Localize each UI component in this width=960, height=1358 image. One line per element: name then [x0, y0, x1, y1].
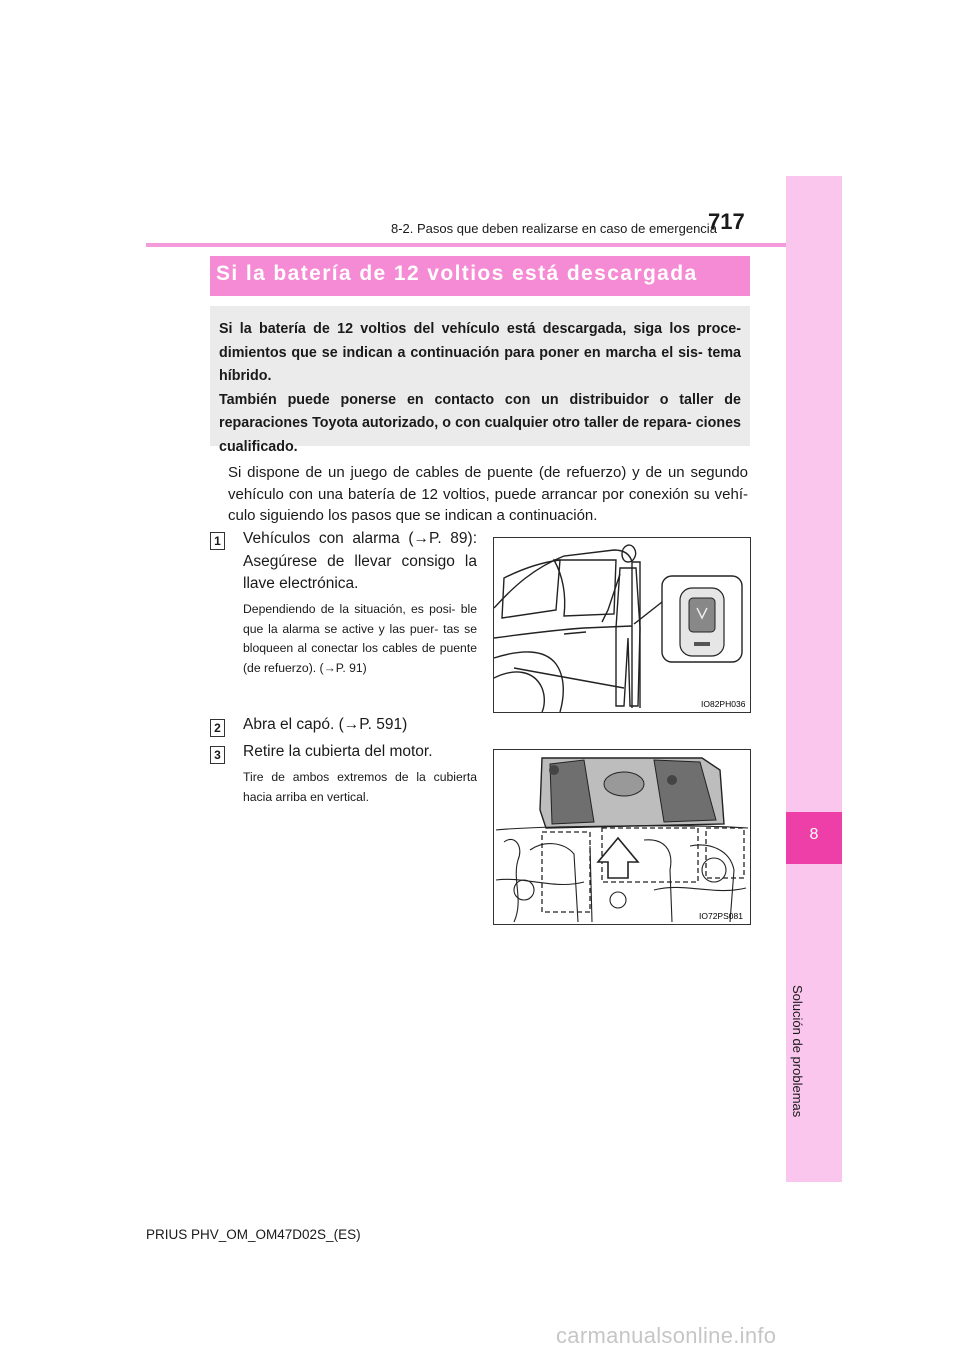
figure-code: IO72PS081	[699, 911, 743, 921]
body-paragraph: Si dispone de un juego de cables de puente (de refuerzo) y de un segundo vehículo con una batería de 12 voltios, puede arrancar por conexión su vehí- culo siguiendo los pasos que se indican a continuación.	[228, 464, 748, 524]
car-door-illustration	[494, 538, 750, 712]
step-number-2: 2	[210, 719, 225, 737]
chapter-number: 8	[809, 826, 819, 843]
engine-cover-figure	[493, 749, 751, 925]
step-number-1: 1	[210, 532, 225, 550]
header-rule	[146, 243, 786, 247]
figure-code: IO82PH036	[701, 699, 746, 709]
page-number: 717	[708, 209, 745, 234]
step-number-3: 3	[210, 746, 225, 764]
section-title: 8-2. Pasos que deben realizarse en caso de emergencia	[391, 221, 717, 236]
step-1-note: Dependiendo de la situación, es posi- ble que la alarma se active y las puer- tas se bloqueen al conectar los cables de puente (de refuerzo). (→P. 91)	[243, 602, 477, 675]
engine-compartment-illustration	[494, 750, 750, 924]
intro-paragraph: También puede ponerse en contacto con un distribuidor o taller de reparaciones Toyota autorizado, o con cualquier otro taller de repara- ciones cualificado.	[219, 391, 741, 455]
intro-box	[210, 306, 750, 455]
document-footer: PRIUS PHV_OM_OM47D02S_(ES)	[146, 1227, 361, 1242]
intro-paragraph: Si la batería de 12 voltios del vehículo está descargada, siga los proce- dimientos que se indican a continuación para poner en marcha el sis- tema híbrido.	[219, 321, 741, 385]
step-2-text: Abra el capó. (→P. 591)	[243, 716, 408, 733]
step-1-text: Vehículos con alarma (→P. 89): Asegúrese de llevar consigo la llave electrónica.	[243, 530, 477, 592]
smart-key-figure	[493, 537, 751, 713]
step-3-text: Retire la cubierta del motor.	[243, 743, 433, 760]
step-3-note: Tire de ambos extremos de la cubierta hacia arriba en vertical.	[243, 770, 477, 804]
chapter-title: Solución de problemas	[790, 985, 805, 1118]
watermark: carmanualsonline.info	[556, 1323, 777, 1348]
page-title: Si la batería de 12 voltios está descargada	[216, 262, 698, 285]
